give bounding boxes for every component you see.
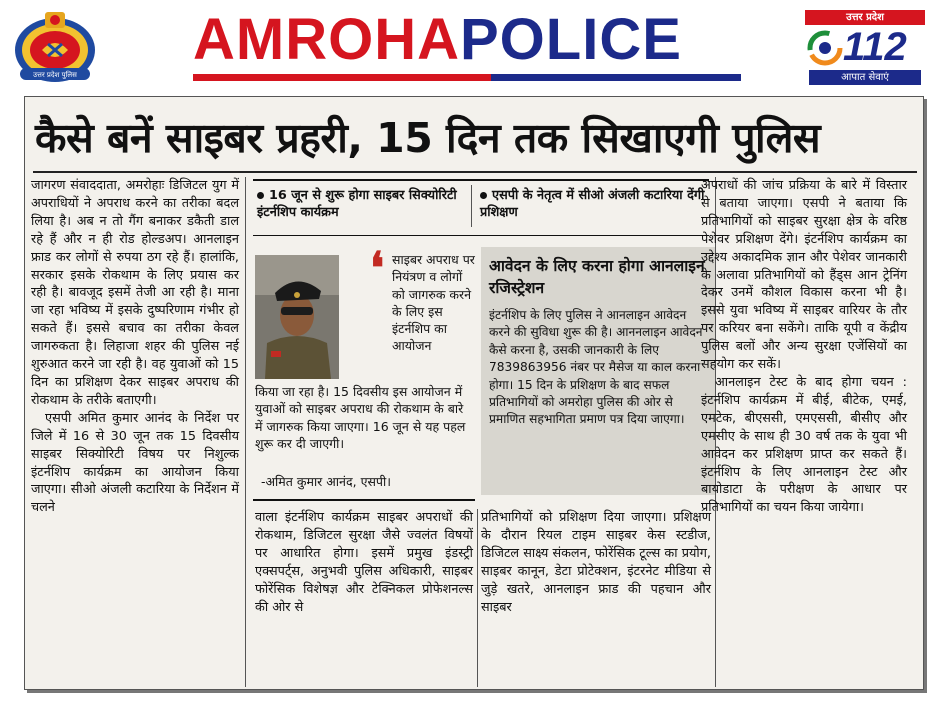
newspaper-clipping [24,96,924,690]
up-police-emblem [12,6,98,86]
sp-quote-part1: साइबर अपराध पर नियंत्रण व लोगों को जागरुक करने के लिए इस इंटर्नशिप का आयोजन [392,252,475,354]
column3-paragraph: प्रतिभागियों को प्रशिक्षण दिया जाएगा। प्रशिक्षण के दौरान रियल टाइम साइबर केस स्टडीज, डिजिटल साक्ष्य संकलन, फोरेंसिक टूल्स का प्रयोग, साइबर कानून, डेटा प्रोटेक्शन, इंटरनेट मीडिया से जुड़े खतरे, आनलाइन फ्राड की पहचान और साइबर [481,510,711,615]
site-title-police: POLICE [459,7,682,72]
infobox-body: इंटर्नशिप के लिए पुलिस ने आनलाइन आवेदन करने की सुविधा शुरू की है। आननलाइन आवेदन कैसे करना है, उसकी जानकारी के लिए 7839863956 नंबर पर मैसेज या काल करना होगा। 15 दिन के प्रशिक्षण के बाद सफल प्रतिभागियों को अमरोहा पुलिस की ओर से प्रमाणित सहभागिता प्रमाण पत्र दिया जाएगा। [489,308,703,427]
article-headline: कैसे बनें साइबर प्रहरी, 15 दिन तक सिखाएगी पुलिस [35,114,821,162]
column4-paragraph: आनलाइन टेस्ट के बाद होगा चयन : इंटर्नशिप कार्यक्रम में बीई, बीटेक, एमई, एमटेक, बीएससी, एमएससी, बीसीए और एमसीए के साथ ही 30 वर्ष तक के युवा भी आवेदन कर प्रशिक्षण प्राप्त कर सकते हैं। इंटर्नशिप के लिए आनलाइन टेस्ट और बायोडाटा के परीक्षण के आधार पर प्रतिभागियों का चयन किया जायेगा। [701,374,907,516]
sp-quote-attribution: -अमित कुमार आनंद, एसपी। [261,474,392,489]
article-column-2 [255,509,473,616]
column-divider [477,509,478,687]
emergency-112-logo [805,10,925,86]
kicker-top-rule [253,179,709,181]
site-title-amroha: AMROHA [193,7,460,72]
column4-paragraph: अपराधों की जांच प्रक्रिया के बारे में विस्तार से बताया जाएगा। एसपी ने बताया कि प्रतिभागियों को साइबर सुरक्षा क्षेत्र के वरिष्ठ पेशेवर प्रशिक्षण देंगे। इंटर्नशिप कार्यक्रम का उद्देश्य अकादमिक ज्ञान और पेशेवर जानकारी के अलावा प्रतिभागियों को हैंड्स आन ट्रेनिंग देकर उनमें कौशल विकास करना भी है। इससे युवा भविष्य में साइबर वारियर के तौर पर करियर बना सकेंगे। ताकि यूपी व केंद्रीय पुलिस बलों और अन्य सुरक्षा एजेंसियों का सहयोग कर सकें। [701,178,907,373]
title-underline [193,74,741,81]
sp-portrait-photo [255,255,339,379]
kicker-bottom-rule [253,235,709,236]
article-column-4 [701,177,907,517]
kicker-divider [471,185,472,227]
kicker-2: एसपी के नेतृत्व में सीओ अंजली कटारिया देंगी प्रशिक्षण [480,188,705,220]
bullet-icon [480,192,487,199]
page-banner [0,0,933,92]
registration-info-box [481,247,715,495]
article-column-3 [481,509,711,616]
column1-paragraph: जागरण संवाददाता, अमरोहाः डिजिटल युग में अपराधियों ने अपराध करने का तरीका बदल लिया है। अब न तो गैंग बनाकर डकैती डाल रहे हैं और न ही रोड होल्डअप। आनलाइन फ्राड कर लोगों से रुपया ठग रहे हैं। हालांकि, सरकार इसके रोकथाम के लिए प्रयास कर रही है। बावजूद इसमें तेजी आ रही है। माना जा रहा भविष्य में इसके दुष्परिणाम गंभीर हो सकते हैं। इससे बचाव का तरीका केवल जागरुकता है। लिहाजा शहर की पुलिस नई शुरुआत करने जा रही है। वह युवाओं को 15 दिन का प्रशिक्षण देकर साइबर अपराध की रोकथाम के तरीके बताएगी। [31,178,239,408]
site-title [193,6,682,74]
article-column-1 [31,177,239,517]
headline-rule [33,171,917,173]
bullet-icon [257,192,264,199]
infobox-title: आवेदन के लिए करना होगा आनलाइन रजिस्ट्रेशन [489,257,705,297]
logo112-number: 112 [843,25,907,69]
title-underline-navy [491,74,741,81]
logo112-swirl-icon [805,29,845,67]
logo112-state: उत्तर प्रदेश [805,10,925,25]
column2-paragraph: वाला इंटर्नशिप कार्यक्रम साइबर अपराधों की रोकथाम, डिजिटल सुरक्षा जैसे ज्वलंत विषयों पर आधारित होगा। इसमें प्रमुख इंडस्ट्री एक्सपर्ट्स, अनुभवी पुलिस अधिकारी, साइबर फोरेंसिक विशेषज्ञ और टेक्निकल प्रोफेशनल्स की ओर से [255,510,473,615]
quote-mark-icon: ❛ [370,243,385,294]
column-divider [245,177,246,687]
sp-quote-part2: किया जा रहा है। 15 दिवसीय इस आयोजन में युवाओं को साइबर अपराध की रोकथाम के बारे में जागरुक किया जाएगा। 16 जून से यह पहल शुरू कर दी जाएगी। [255,384,466,451]
logo112-tagline: आपात सेवाएं [809,70,921,85]
kicker-1: 16 जून से शुरू होगा साइबर सिक्योरिटी इंटर्नशिप कार्यक्रम [257,188,457,220]
svg-text:उत्तर प्रदेश पुलिस: उत्तर प्रदेश पुलिस [33,71,77,79]
column1-paragraph: एसपी अमित कुमार आनंद के निर्देश पर जिले में 16 से 30 जून तक 15 दिवसीय साइबर सिक्योरिटी विषय पर निशुल्क इंटर्नशिप कार्यक्रम का आयोजन किया जाएगा। सीओ अंजली कटारिया के निर्देशन में चलने [31,410,239,516]
title-underline-red [193,74,491,81]
quote-rule [253,499,475,501]
